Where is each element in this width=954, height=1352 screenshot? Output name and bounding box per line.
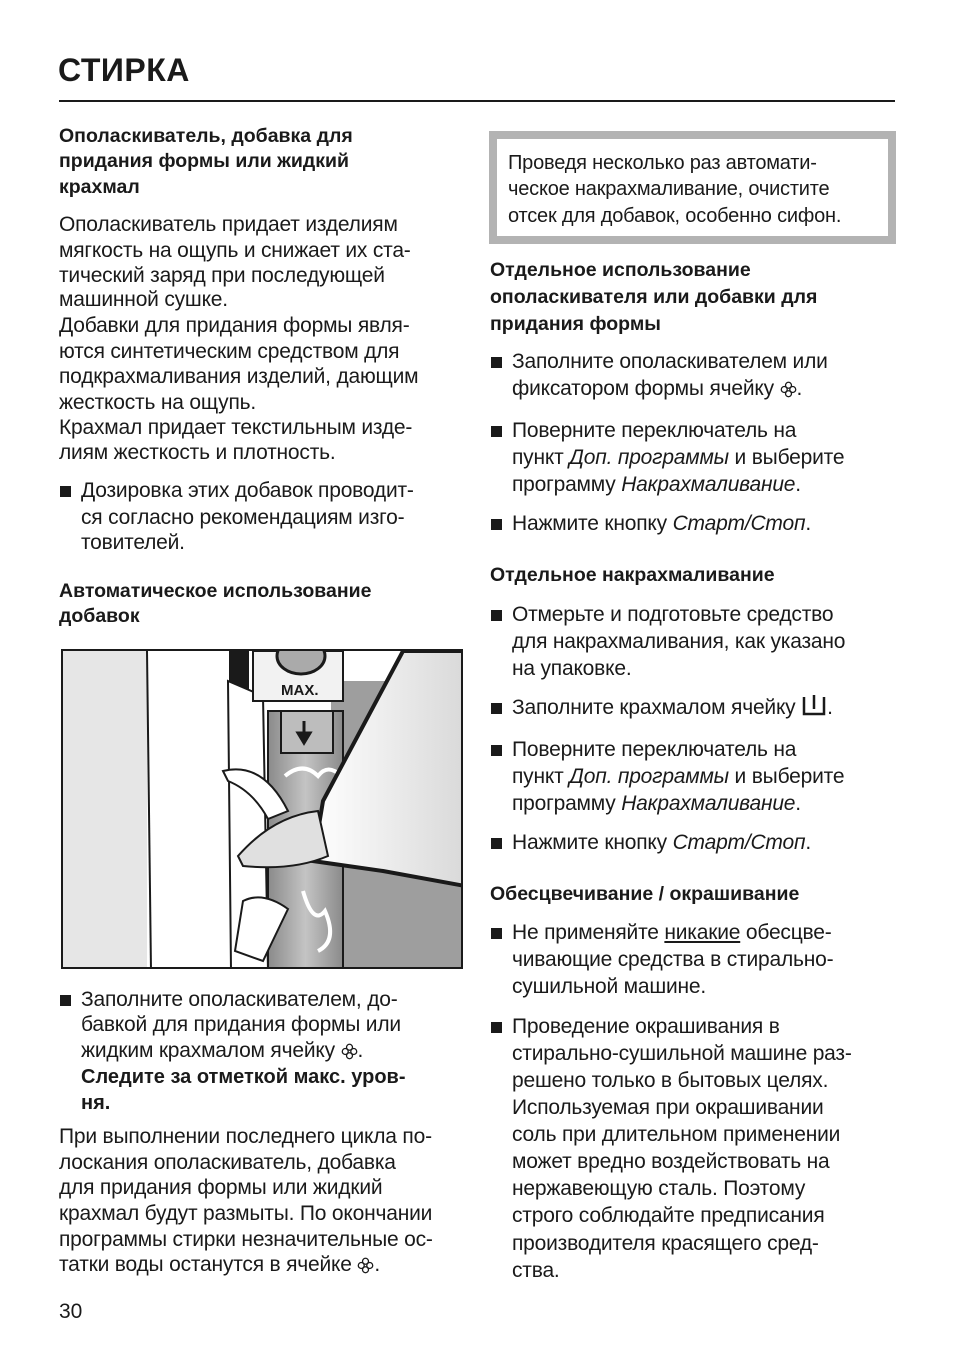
list-item-line: нержавеющую сталь. Поэтому	[512, 1177, 806, 1200]
list-item-line: ся согласно рекомендациям изго-	[81, 506, 405, 529]
list-item-line: производителя красящего сред-	[512, 1232, 819, 1255]
list-item-text: фиксатором формы ячейку	[512, 377, 774, 400]
text: и выберите	[728, 446, 845, 469]
menu-option-name: Доп. программы	[569, 446, 729, 469]
paragraph-line: для придания формы или жидкий	[59, 1176, 383, 1199]
paragraph-line: тический заряд при последующей	[59, 264, 385, 287]
list-item-line: Поверните переключатель на	[512, 738, 797, 761]
text: и выберите	[728, 765, 845, 788]
bullet-icon	[491, 745, 502, 756]
list-item-line	[512, 763, 844, 791]
menu-option-name: Доп. программы	[569, 765, 729, 788]
bullet-icon	[60, 486, 71, 497]
list-item-line: может вредно воздействовать на	[512, 1150, 830, 1173]
paragraph-line: жесткость на ощупь.	[59, 391, 256, 414]
paragraph-line: лиям жесткость и плотность.	[59, 441, 336, 464]
bullet-icon	[491, 838, 502, 849]
bullet-icon	[491, 426, 502, 437]
list-item-line: Заполните ополаскивателем, до-	[81, 988, 398, 1011]
punctuation: .	[357, 1039, 364, 1062]
bullet-icon	[491, 1022, 502, 1033]
emphasized-word: никакие	[664, 921, 741, 944]
bold-warning: Следите за отметкой макс. уров-	[81, 1066, 406, 1088]
list-item-line: товителей.	[81, 531, 185, 554]
bullet-icon	[491, 703, 502, 714]
bullet-icon	[491, 610, 502, 621]
list-item-line	[512, 829, 811, 857]
punctuation: .	[795, 473, 801, 496]
paragraph-line: лоскания ополаскиватель, добавка	[59, 1151, 396, 1174]
section-heading: добавок	[59, 605, 140, 627]
section-heading: ополаскивателя или добавки для	[490, 286, 818, 308]
section-heading: Отдельное накрахмаливание	[490, 564, 775, 586]
bold-warning: ня.	[81, 1092, 111, 1114]
paragraph-line: Крахмал придает текстильным изде-	[59, 416, 413, 439]
bullet-icon	[491, 928, 502, 939]
list-item-line	[512, 790, 801, 818]
note-line: отсек для добавок, особенно сифон.	[508, 205, 842, 227]
section-heading: Отдельное использование	[490, 259, 751, 281]
punctuation: .	[374, 1253, 381, 1276]
text: Нажмите кнопку	[512, 512, 673, 535]
text: пункт	[512, 765, 570, 788]
list-item-line: чивающие средства в стирально-	[512, 948, 834, 971]
paragraph-line: Ополаскиватель придает изделиям	[59, 213, 398, 236]
list-item-line: Отмерьте и подготовьте средство	[512, 603, 834, 626]
paragraph-text: татки воды останутся в ячейке	[59, 1253, 352, 1276]
list-item-text: Заполните крахмалом ячейку	[512, 696, 796, 719]
list-item-line: Поверните переключатель на	[512, 419, 797, 442]
list-item-line: соль при длительном применении	[512, 1123, 841, 1146]
list-item-line: решено только в бытовых целях.	[512, 1069, 829, 1092]
list-item-line: для накрахмаливания, как указано	[512, 630, 846, 653]
list-item-line: ства.	[512, 1259, 560, 1282]
list-item-line: Используемая при окрашивании	[512, 1096, 824, 1119]
list-item-line: сушильной машине.	[512, 975, 707, 998]
text: Не применяйте	[512, 921, 665, 944]
punctuation: .	[805, 512, 811, 535]
text: обесцве-	[740, 921, 832, 944]
paragraph-line	[59, 1251, 380, 1282]
paragraph-line: При выполнении последнего цикла по-	[59, 1125, 432, 1148]
text: пункт	[512, 446, 570, 469]
bullet-icon	[491, 357, 502, 368]
section-heading: придания формы	[490, 313, 661, 335]
list-item-line	[512, 919, 832, 947]
program-name: Накрахмаливание	[621, 792, 796, 815]
text: программу	[512, 792, 622, 815]
section-heading: Автоматическое использование	[59, 580, 372, 602]
section-heading: придания формы или жидкий	[59, 150, 350, 172]
section-heading: Ополаскиватель, добавка для	[59, 125, 353, 147]
button-name: Старт/Стоп	[672, 831, 806, 854]
paragraph-line: Добавки для придания формы явля-	[59, 314, 410, 337]
list-item-line: бавкой для придания формы или	[81, 1013, 401, 1036]
paragraph-line: программы стирки незначительные ос-	[59, 1228, 433, 1251]
title-rule	[59, 100, 895, 102]
list-item-line: на упаковке.	[512, 657, 632, 680]
button-name: Старт/Стоп	[672, 512, 806, 535]
note-line: Проведя несколько раз автомати-	[508, 152, 817, 174]
bullet-icon	[491, 519, 502, 530]
punctuation: .	[795, 792, 801, 815]
text: программу	[512, 473, 622, 496]
list-item-line: строго соблюдайте предписания	[512, 1204, 825, 1227]
max-level-label: MAX.	[281, 682, 319, 699]
list-item-line: стирально-сушильной машине раз-	[512, 1042, 852, 1065]
text: Нажмите кнопку	[512, 831, 673, 854]
punctuation: .	[805, 831, 811, 854]
paragraph-line: ются синтетическим средством для	[59, 340, 400, 363]
paragraph-line: подкрахмаливания изделий, дающим	[59, 365, 419, 388]
list-item-line: Дозировка этих добавок проводит-	[81, 479, 414, 502]
paragraph-line: машинной сушке.	[59, 288, 228, 311]
paragraph-line: крахмал будут размыты. По окончании	[59, 1202, 433, 1225]
list-item-line	[512, 510, 811, 538]
dispenser-illustration	[61, 649, 463, 969]
list-item-line	[512, 694, 833, 725]
paragraph-line: мягкость на ощупь и снижает их ста-	[59, 239, 411, 262]
list-item-line: Заполните ополаскивателем или	[512, 350, 828, 373]
program-name: Накрахмаливание	[621, 473, 796, 496]
page-number: 30	[59, 1300, 83, 1323]
flower-icon	[780, 378, 797, 406]
list-item-line	[512, 375, 802, 406]
section-heading: Обесцвечивание / окрашивание	[490, 883, 800, 905]
page-title: СТИРКА	[58, 52, 190, 88]
punctuation: .	[827, 696, 833, 719]
section-heading: крахмал	[59, 176, 140, 198]
flower-icon	[357, 1254, 374, 1282]
starch-compartment-icon	[801, 695, 827, 725]
list-item-line	[512, 471, 801, 499]
bullet-icon	[60, 995, 71, 1006]
list-item-line: Проведение окрашивания в	[512, 1015, 780, 1038]
note-line: ческое накрахмаливание, очистите	[508, 178, 830, 200]
punctuation: .	[796, 377, 803, 400]
list-item-text: жидким крахмалом ячейку	[81, 1039, 335, 1062]
list-item-line	[512, 444, 844, 472]
